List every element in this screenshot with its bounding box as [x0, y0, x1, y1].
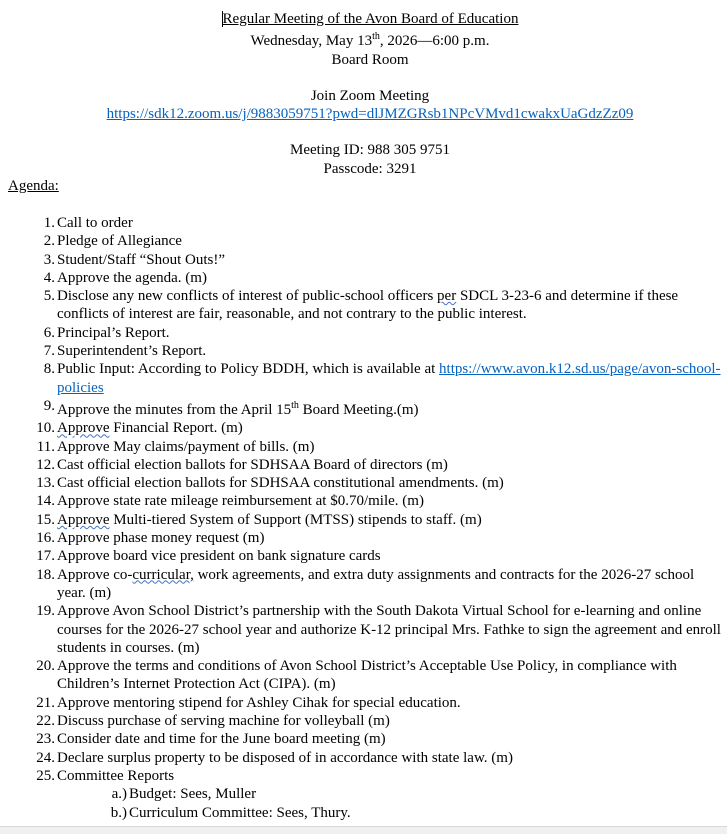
- list-item: 18. Approve co-curricular, work agreements, and extra duty assignments and contracts for the 2026-27 school year. (m): [36, 566, 695, 601]
- list-item: 13. Cast official election ballots for SDHSAA constitutional amendments. (m): [36, 475, 504, 492]
- list-item: 14. Approve state rate mileage reimbursement at $0.70/mile. (m): [36, 493, 424, 510]
- list-item: 11. Approve May claims/payment of bills. (m): [36, 438, 315, 455]
- spellcheck-word: per: [437, 288, 457, 305]
- list-item: 6. Principal’s Report.: [43, 324, 170, 341]
- meeting-title: Regular Meeting of the Avon Board of Education: [222, 11, 519, 27]
- list-item: a.) Budget: Sees, Muller: [111, 786, 257, 803]
- agenda-list: [36, 214, 725, 822]
- meeting-date: Wednesday, May 13th, 2026—6:00 p.m.: [250, 31, 490, 50]
- spellcheck-word: Approve: [57, 420, 110, 437]
- zoom-link[interactable]: https://sdk12.zoom.us/j/9883059751?pwd=dlJMZGRsb1NPcVMvd1cwakxUaGdzZz09: [106, 106, 634, 123]
- list-item: 23. Consider date and time for the June board meeting (m): [36, 731, 386, 748]
- meeting-id: Meeting ID: 988 305 9751: [290, 142, 450, 159]
- list-item: b.) Curriculum Committee: Sees, Thury.: [110, 804, 351, 821]
- list-item: 5. Disclose any new conflicts of interest of public-school officers per SDCL 3-23-6 and determine if these conflicts of interest are fair, reasonable, and not contrary to the public interest.: [43, 288, 679, 323]
- list-item: 3. Student/Staff “Shout Outs!”: [43, 251, 226, 268]
- list-item: 10. Approve Financial Report. (m): [36, 420, 243, 437]
- meeting-passcode: Passcode: 3291: [323, 160, 417, 177]
- meeting-header: [0, 0, 727, 178]
- zoom-heading: Join Zoom Meeting: [310, 87, 430, 104]
- list-item: 21. Approve mentoring stipend for Ashley Cihak for special education.: [36, 694, 461, 711]
- spellcheck-word: curricular,: [132, 566, 194, 583]
- list-item: 4. Approve the agenda. (m): [43, 269, 207, 286]
- committee-sublist: [57, 785, 725, 822]
- list-item: 17. Approve board vice president on bank signature cards: [36, 548, 381, 565]
- list-item: 15. Approve Multi-tiered System of Support (MTSS) stipends to staff. (m): [36, 511, 482, 528]
- list-item: 22. Discuss purchase of serving machine for volleyball (m): [36, 713, 390, 730]
- list-item: 8. Public Input: According to Policy BDDH, which is available at https://www.avon.k12.sd.us/page/avon-school-policies: [43, 361, 721, 396]
- list-item: 25. Committee Reports a.) Budget: Sees, Muller b.) Curriculum Committee: Sees, Thury.: [57, 767, 725, 822]
- list-item: 1. Call to order: [43, 215, 133, 231]
- list-item: 19. Approve Avon School District’s partnership with the South Dakota Virtual School for e-learning and online courses for the 2026-27 school year and authorize K-12 principal Mrs. Fathke to sign the agreement and enroll students in courses. (m): [36, 603, 721, 656]
- list-item: 2. Pledge of Allegiance: [43, 233, 182, 250]
- list-item: 12. Cast official election ballots for SDHSAA Board of directors (m): [36, 456, 448, 473]
- list-item: 20. Approve the terms and conditions of Avon School District’s Acceptable Use Policy, in compliance with Children’s Internet Protection Act (CIPA). (m): [36, 658, 677, 693]
- list-item: 7. Superintendent’s Report.: [43, 343, 207, 360]
- meeting-location: Board Room: [331, 51, 409, 68]
- spellcheck-word: Approve: [57, 511, 110, 528]
- agenda-label: Agenda:: [8, 178, 59, 194]
- policy-link[interactable]: https://www.avon.k12.sd.us/page/avon-school-policies: [57, 361, 721, 396]
- list-item: 16. Approve phase money request (m): [36, 530, 265, 547]
- list-item: 9. Approve the minutes from the April 15th Board Meeting.(m): [43, 397, 419, 418]
- list-item: 24. Declare surplus property to be disposed of in accordance with state law. (m): [36, 749, 513, 766]
